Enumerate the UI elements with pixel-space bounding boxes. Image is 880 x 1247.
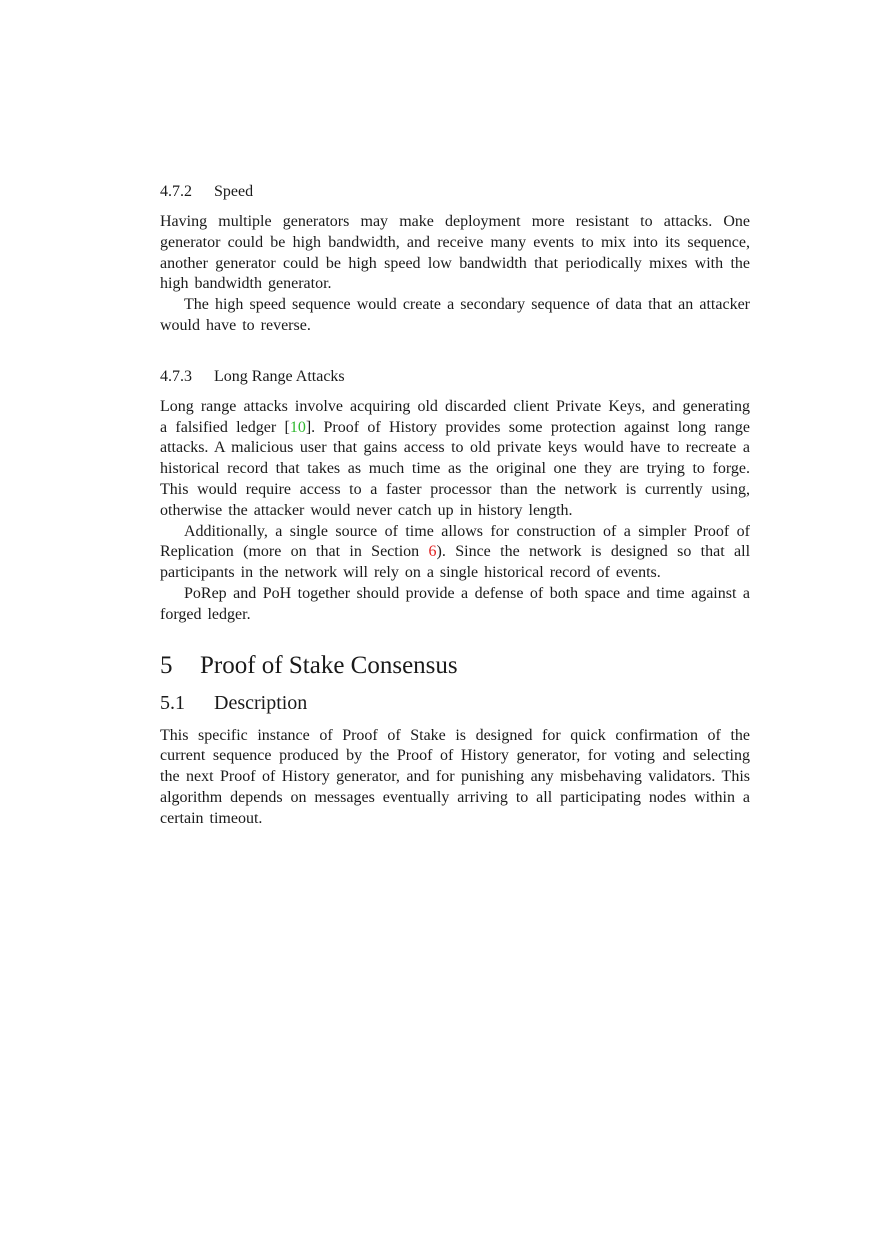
subsection-title: Description xyxy=(214,691,308,714)
paper-page xyxy=(160,180,750,830)
subsection-number: 5.1 xyxy=(160,691,185,714)
paragraph-long-range-1 xyxy=(160,397,750,522)
subsection-heading-description xyxy=(160,690,750,716)
subsubsection-heading-long-range-attacks xyxy=(160,365,750,389)
paragraph-description-1: This specific instance of Proof of Stake is designed for quick confirmation of the current sequence produced by the Proof of History generator, for voting and selecting the next Proof of History generator, and for punishing any misbehaving validators. This algorithm depends on messages eventually arriving to all participating nodes within a certain timeout. xyxy=(160,726,750,827)
citation-link[interactable]: 10 xyxy=(289,418,306,436)
section-number: 5 xyxy=(160,651,173,679)
subsubsection-number: 4.7.3 xyxy=(160,367,192,385)
section-heading-proof-of-stake xyxy=(160,650,750,682)
text-run: Additionally, a single source of time allows for construction of a simpler Proof of Replication (more on that in Section xyxy=(160,522,750,561)
subsubsection-title: Long Range Attacks xyxy=(214,367,345,385)
paragraph-long-range-3: PoRep and PoH together should provide a defense of both space and time against a forged ledger. xyxy=(160,584,750,623)
section-reference-link[interactable]: 6 xyxy=(428,543,437,561)
paragraph-speed-2: The high speed sequence would create a secondary sequence of data that an attacker would have to reverse. xyxy=(160,296,750,334)
paragraph-long-range-2 xyxy=(160,522,750,584)
section-title: Proof of Stake Consensus xyxy=(200,651,458,679)
paragraph-speed-1: Having multiple generators may make deployment more resistant to attacks. One generator could be high bandwidth, and receive many events to mix into its sequence, another generator could be high speed low bandwidth that periodically mixes with the high bandwidth generator. xyxy=(160,213,750,293)
text-run: ]. Proof of History provides some protection against long range attacks. A malicious user that gains access to old private keys would have to recreate a historical record that takes as much time as the original one they are trying to forge. This would require access to a faster processor than the network is currently using, otherwise the attacker would never catch up in history length. xyxy=(160,418,751,519)
subsubsection-number: 4.7.2 xyxy=(160,183,192,200)
text-run: Long range attacks involve acquiring old discarded client Private Keys, and generating a falsified ledger [ xyxy=(160,397,750,436)
section-gap xyxy=(160,337,750,365)
subsubsection-heading-speed xyxy=(160,180,750,204)
subsubsection-title: Speed xyxy=(214,183,254,200)
text-run: ). Since the network is designed so that all participants in the network will rely on a single historical record of events. xyxy=(160,543,751,582)
